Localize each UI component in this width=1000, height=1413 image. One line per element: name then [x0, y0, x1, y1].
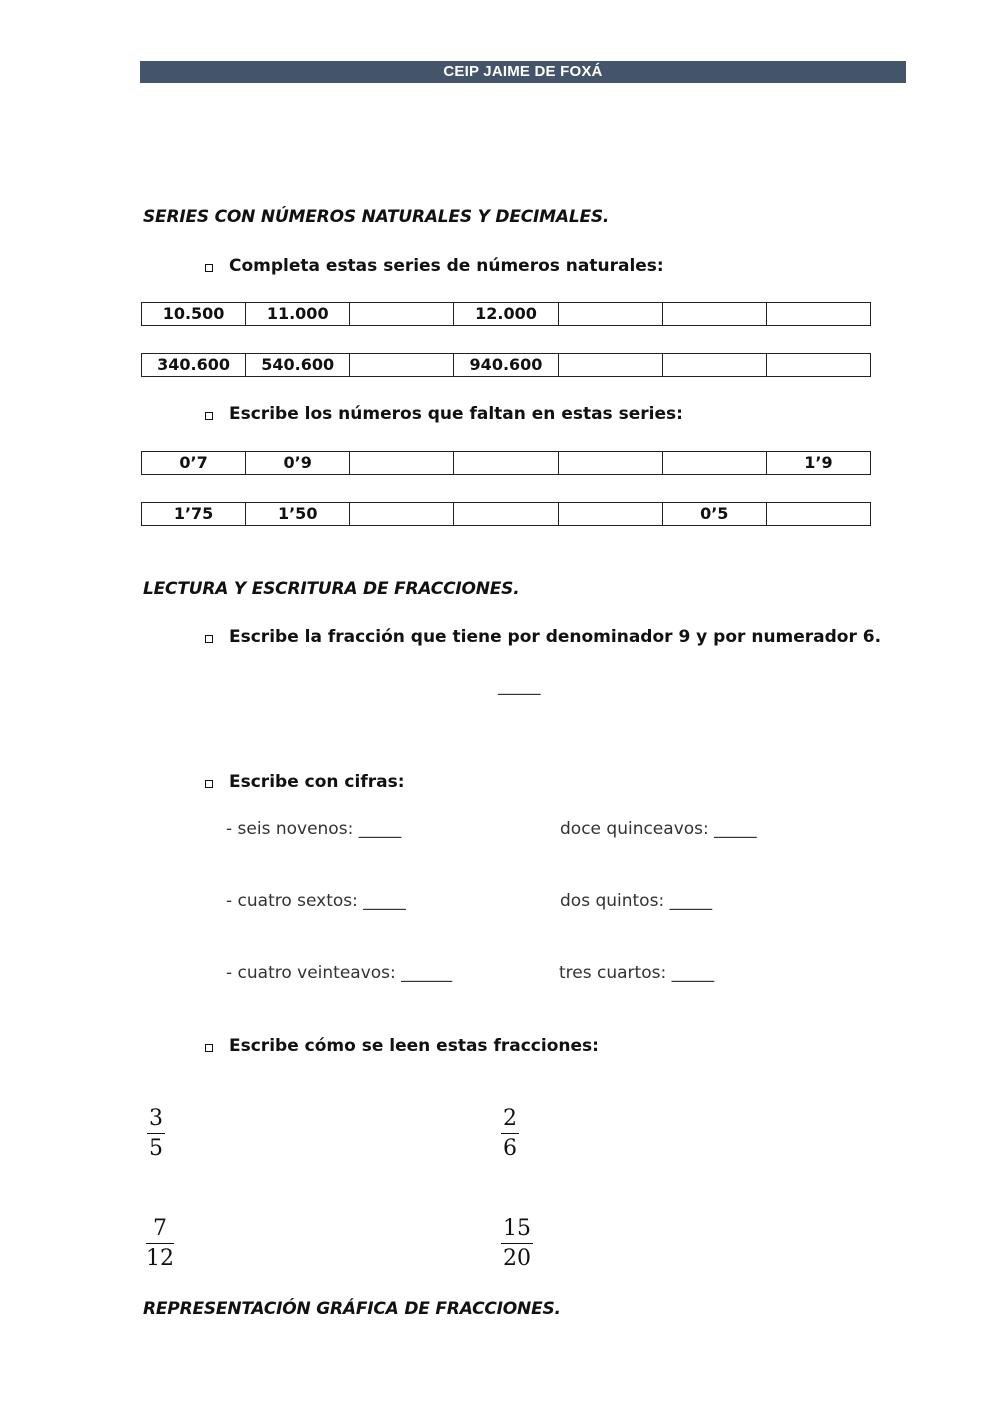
series-table-3	[141, 451, 871, 475]
task-label: Completa estas series de números naturales:	[229, 256, 664, 276]
section-title-series: SERIES CON NÚMEROS NATURALES Y DECIMALES.	[143, 207, 610, 227]
task-label: Escribe cómo se leen estas fracciones:	[229, 1036, 599, 1056]
series-cell: 0’7	[142, 452, 246, 475]
series-cell-blank[interactable]	[558, 354, 662, 377]
task-label: Escribe con cifras:	[229, 772, 405, 792]
series-cell: 340.600	[142, 354, 246, 377]
task-label: Escribe los números que faltan en estas series:	[229, 404, 683, 424]
series-cell: 1’9	[766, 452, 870, 475]
fraction-numerator: 7	[153, 1216, 167, 1241]
section-title-graphic: REPRESENTACIÓN GRÁFICA DE FRACCIONES.	[143, 1299, 561, 1319]
series-cell: 0’9	[246, 452, 350, 475]
series-cell-blank[interactable]	[766, 303, 870, 326]
series-cell-blank[interactable]	[558, 503, 662, 526]
series-table-2	[141, 353, 871, 377]
digits-item[interactable]: - cuatro sextos: _____	[226, 891, 406, 911]
fraction-display	[501, 1108, 519, 1160]
series-cell-blank[interactable]	[558, 303, 662, 326]
digits-item[interactable]: dos quintos: _____	[560, 891, 713, 911]
task-write-fraction	[205, 627, 881, 647]
checkbox-bullet-icon	[205, 412, 213, 420]
series-table-4	[141, 502, 871, 526]
series-cell-blank[interactable]	[350, 354, 454, 377]
series-cell-blank[interactable]	[662, 303, 766, 326]
series-cell-blank[interactable]	[350, 503, 454, 526]
task-write-digits	[205, 772, 405, 792]
series-cell: 940.600	[454, 354, 558, 377]
series-cell-blank[interactable]	[766, 354, 870, 377]
fraction-answer-blank[interactable]: _____	[498, 676, 541, 696]
fraction-denominator: 5	[149, 1136, 163, 1162]
series-table-1	[141, 302, 871, 326]
digits-item[interactable]: - seis novenos: _____	[226, 819, 402, 839]
fraction-denominator: 6	[503, 1136, 517, 1162]
digits-item[interactable]: doce quinceavos: _____	[560, 819, 757, 839]
school-header: CEIP JAIME DE FOXÁ	[140, 61, 906, 83]
series-cell: 12.000	[454, 303, 558, 326]
series-cell-blank[interactable]	[350, 452, 454, 475]
series-cell-blank[interactable]	[662, 354, 766, 377]
fraction-denominator: 12	[146, 1246, 174, 1272]
checkbox-bullet-icon	[205, 780, 213, 788]
fraction-denominator: 20	[503, 1246, 531, 1272]
series-cell: 1’75	[142, 503, 246, 526]
task-complete-natural-series	[205, 256, 664, 276]
digits-item[interactable]: - cuatro veinteavos: ______	[226, 963, 453, 983]
digits-item[interactable]: tres cuartos: _____	[559, 963, 715, 983]
checkbox-bullet-icon	[205, 635, 213, 643]
checkbox-bullet-icon	[205, 264, 213, 272]
series-cell-blank[interactable]	[662, 452, 766, 475]
section-title-fractions: LECTURA Y ESCRITURA DE FRACCIONES.	[143, 579, 520, 599]
series-cell: 0’5	[662, 503, 766, 526]
series-cell-blank[interactable]	[454, 452, 558, 475]
task-read-fractions	[205, 1036, 599, 1056]
series-cell-blank[interactable]	[454, 503, 558, 526]
fraction-display	[146, 1218, 174, 1270]
checkbox-bullet-icon	[205, 1044, 213, 1052]
series-cell-blank[interactable]	[766, 503, 870, 526]
fraction-numerator: 15	[503, 1216, 531, 1241]
series-cell: 1’50	[246, 503, 350, 526]
series-cell: 10.500	[142, 303, 246, 326]
series-cell-blank[interactable]	[558, 452, 662, 475]
task-missing-numbers	[205, 404, 683, 424]
series-cell-blank[interactable]	[350, 303, 454, 326]
fraction-display	[501, 1218, 533, 1270]
task-label: Escribe la fracción que tiene por denominador 9 y por numerador 6.	[229, 627, 882, 647]
series-cell: 11.000	[246, 303, 350, 326]
fraction-display	[147, 1108, 165, 1160]
series-cell: 540.600	[246, 354, 350, 377]
fraction-numerator: 3	[149, 1106, 163, 1131]
fraction-numerator: 2	[503, 1106, 517, 1131]
